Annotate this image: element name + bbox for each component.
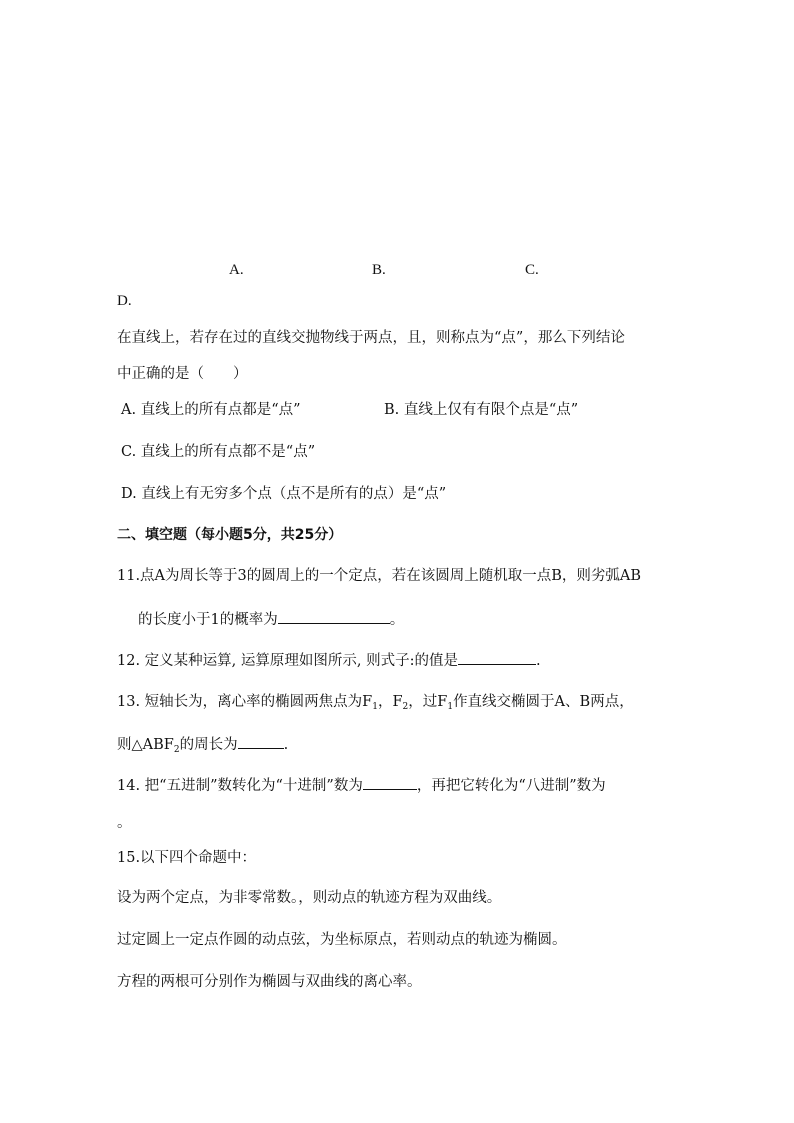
q14-text-1: 14. 把“五进制”数转化为“十进制”数为 <box>117 778 363 794</box>
q13-line2-text-2: 的周长为 <box>179 737 238 753</box>
prev-option-a: A. <box>229 262 244 278</box>
q13-line1 <box>117 692 634 712</box>
q10-option-a: A. 直线上的所有点都是“点” <box>121 402 301 418</box>
q10-stem-line2: 中正确的是（ ） <box>117 366 248 382</box>
q11-line1: 11.点A为周长等于3的圆周上的一个定点，若在该圆周上随机取一点B，则劣弧AB <box>117 568 642 584</box>
q10-stem-line1: 在直线上，若存在过的直线交抛物线于两点，且，则称点为“点”，那么下列结论 <box>117 330 625 346</box>
q11-line2-text: 的长度小于1的概率为 <box>138 612 278 628</box>
q12-line <box>117 650 541 671</box>
q13-answer-blank[interactable] <box>238 734 284 749</box>
q14-answer-blank-1[interactable] <box>363 775 417 790</box>
q13-text-1: 13. 短轴长为，离心率的椭圆两焦点为F <box>117 694 373 710</box>
q14-line1 <box>117 775 606 796</box>
prev-option-d: D. <box>117 293 132 309</box>
q12-end: . <box>536 653 541 669</box>
q11-answer-blank[interactable] <box>278 609 390 624</box>
q14-line2: 。 <box>117 815 132 831</box>
q11-line2 <box>138 609 404 630</box>
q15-item-1: 设为两个定点，为非零常数。，则动点的轨迹方程为双曲线。 <box>117 890 502 906</box>
section2-title: 二、填空题（每小题5分，共25分） <box>117 527 343 543</box>
q13-text-4: 作直线交椭圆于A、B两点， <box>453 694 634 710</box>
q15-stem: 15.以下四个命题中： <box>117 850 257 866</box>
q13-line2-end: . <box>283 737 289 753</box>
q13-line2-sub: 2 <box>173 745 180 755</box>
q13-text-3: ，过F <box>408 694 448 710</box>
q13-line2 <box>117 734 288 755</box>
q15-item-3: 方程的两根可分别作为椭圆与双曲线的离心率。 <box>117 974 422 990</box>
q13-sub-2: 2 <box>402 702 409 712</box>
q11-line2-end: 。 <box>389 612 405 628</box>
q15-item-2: 过定圆上一定点作圆的动点弦，为坐标原点，若则动点的轨迹为椭圆。 <box>117 932 567 948</box>
q10-option-b: B. 直线上仅有有限个点是“点” <box>384 402 579 418</box>
prev-option-c: C. <box>525 262 539 278</box>
q14-text-2: ，再把它转化为“八进制”数为 <box>416 778 606 794</box>
q13-text-2: ，F <box>377 694 403 710</box>
q13-sub-3: 1 <box>447 702 454 712</box>
q13-line2-text-1: 则△ABF <box>117 737 174 753</box>
q12-answer-blank[interactable] <box>458 650 536 665</box>
q10-option-c: C. 直线上的所有点都不是“点” <box>121 444 316 460</box>
q12-text: 12. 定义某种运算, 运算原理如图所示, 则式子:的值是 <box>117 653 458 669</box>
q13-sub-1: 1 <box>372 702 378 712</box>
q10-option-d: D. 直线上有无穷多个点（点不是所有的点）是“点” <box>121 486 447 502</box>
prev-option-b: B. <box>372 262 386 278</box>
